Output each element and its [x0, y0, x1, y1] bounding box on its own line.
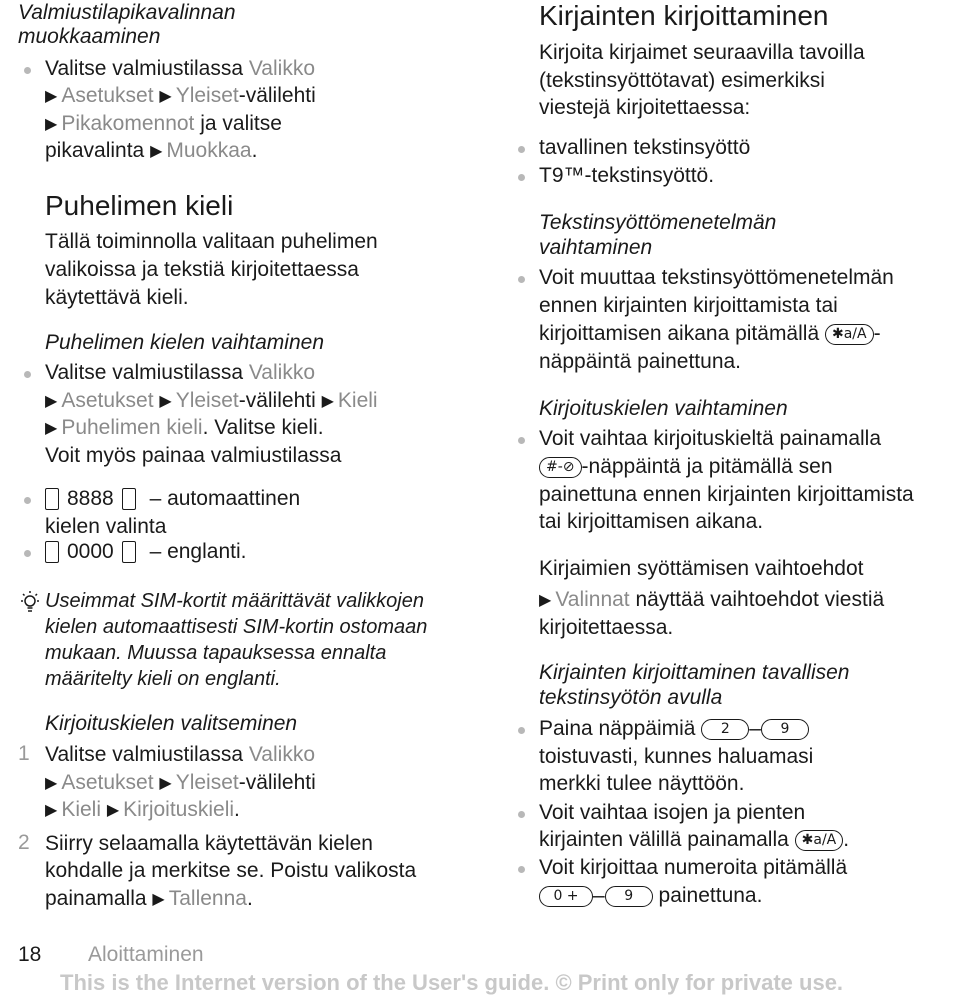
- lang-text-1: Tällä toiminnolla valitaan puhelimen: [45, 230, 378, 253]
- n1-line-3: merkki tulee näyttöön.: [539, 772, 745, 795]
- ci-line-1: Voit muuttaa tekstinsyöttömenetelmän: [539, 266, 894, 289]
- speeddial-line-3: ▶ Pikakomennot ja valitse: [45, 112, 282, 135]
- key-0-icon: 0 +: [539, 886, 593, 907]
- bullet-icon: [24, 67, 31, 74]
- bullet-icon: [24, 497, 31, 504]
- section-name: Aloittaminen: [88, 943, 204, 966]
- code-8888-line-2: kielen valinta: [45, 515, 167, 538]
- bullet-icon: [518, 146, 525, 153]
- cl-line-4: Voit myös painaa valmiustilassa: [45, 444, 342, 467]
- write-text-3: viestejä kirjoitettaessa:: [539, 96, 751, 119]
- key-2-icon: 2: [701, 719, 749, 740]
- speeddial-line-1: Valitse valmiustilassa Valikko: [45, 57, 315, 80]
- internet-version-notice: This is the Internet version of the User's guide. © Print only for private use.: [60, 970, 844, 995]
- lang-text-2: valikoissa ja tekstiä kirjoitettaessa: [45, 258, 359, 281]
- method-t9: T9™-tekstinsyöttö.: [539, 164, 715, 187]
- change-input-heading-2: vaihtaminen: [539, 236, 653, 259]
- write-text-2: (tekstinsyöttötavat) esimerkiksi: [539, 69, 825, 92]
- n2-line-1: Voit vaihtaa isojen ja pienten: [539, 801, 806, 824]
- cl-line-2: ▶ Asetukset ▶ Yleiset-välilehti ▶ Kieli: [45, 389, 378, 412]
- normal-input-heading-2: tekstinsyötön avulla: [539, 686, 723, 709]
- right-softkey-icon: [122, 488, 136, 510]
- wl-line-2: #-⊘ -näppäintä ja pitämällä sen: [539, 454, 833, 480]
- tip-line-2: kielen automaattisesti SIM-kortin ostomaan: [45, 616, 428, 638]
- right-softkey-icon: [122, 541, 136, 563]
- tip-line-4: määritelty kieli on englanti.: [45, 668, 281, 690]
- n1-line-2: toistuvasti, kunnes haluamasi: [539, 745, 814, 768]
- op-line-2: kirjoitettaessa.: [539, 616, 674, 639]
- change-input-heading-1: Tekstinsyöttömenetelmän: [539, 211, 777, 234]
- n3-line-1: Voit kirjoittaa numeroita pitämällä: [539, 856, 848, 879]
- tip-line-1: Useimmat SIM-kortit määrittävät valikkojen: [45, 590, 424, 612]
- speeddial-line-2: ▶ Asetukset ▶ Yleiset-välilehti: [45, 84, 316, 107]
- speeddial-line-4: pikavalinta ▶ Muokkaa.: [45, 139, 258, 162]
- s1-line-1: Valitse valmiustilassa Valikko: [45, 743, 315, 766]
- ci-line-3: kirjoittamisen aikana pitämällä ✱a/A -: [539, 322, 881, 345]
- wl-line-3: painettuna ennen kirjainten kirjoittamista: [539, 483, 914, 506]
- writing-language-heading: Kirjoituskielen valitseminen: [45, 712, 298, 735]
- wl-line-1: Voit vaihtaa kirjoituskieltä painamalla: [539, 427, 882, 450]
- bullet-icon: [518, 437, 525, 444]
- bullet-icon: [24, 371, 31, 378]
- wl-line-4: tai kirjoittamisen aikana.: [539, 510, 764, 533]
- step-number: 1: [18, 742, 30, 765]
- n2-line-2: kirjainten välillä painamalla ✱a/A .: [539, 828, 850, 851]
- bullet-icon: [518, 727, 525, 734]
- star-key-icon: ✱a/A: [795, 830, 844, 851]
- ci-line-2: ennen kirjainten kirjoittamista tai: [539, 294, 838, 317]
- writing-language-change-heading: Kirjoituskielen vaihtaminen: [539, 397, 788, 420]
- key-9-icon: 9: [761, 719, 809, 740]
- speeddial-heading-1: Valmiustilapikavalinnan: [18, 1, 236, 24]
- n3-line-2: 0 + – 9 painettuna.: [539, 883, 762, 909]
- star-key-icon: ✱a/A: [825, 324, 874, 345]
- left-softkey-icon: [45, 541, 59, 563]
- op-line-1: ▶ Valinnat näyttää vaihtoehdot viestiä: [539, 588, 885, 611]
- bullet-icon: [518, 811, 525, 818]
- lang-text-3: käytettävä kieli.: [45, 286, 189, 309]
- bullet-icon: [24, 550, 31, 557]
- tip-line-3: mukaan. Muussa tapauksessa ennalta: [45, 642, 387, 664]
- code-0000-line: 0000 – englanti.: [45, 539, 246, 565]
- lightbulb-tip-icon: [18, 590, 42, 618]
- s2-line-2: kohdalle ja merkitse se. Poistu valikosta: [45, 859, 417, 882]
- method-normal: tavallinen tekstinsyöttö: [539, 136, 751, 159]
- s2-line-3: painamalla ▶ Tallenna.: [45, 887, 253, 910]
- normal-input-heading-1: Kirjainten kirjoittaminen tavallisen: [539, 661, 850, 684]
- step-number: 2: [18, 831, 30, 854]
- code-8888-line: 8888 – automaattinen: [45, 486, 300, 512]
- ci-line-4: näppäintä painettuna.: [539, 350, 742, 373]
- s1-line-3: ▶ Kieli ▶ Kirjoituskieli.: [45, 798, 240, 821]
- input-options-heading: Kirjaimien syöttämisen vaihtoehdot: [539, 557, 864, 580]
- s1-line-2: ▶ Asetukset ▶ Yleiset-välilehti: [45, 771, 316, 794]
- n1-line-1: Paina näppäimiä 2 – 9: [539, 716, 809, 742]
- write-text-1: Kirjoita kirjaimet seuraavilla tavoilla: [539, 41, 865, 64]
- cl-line-3: ▶ Puhelimen kieli. Valitse kieli.: [45, 416, 324, 439]
- bullet-icon: [518, 174, 525, 181]
- left-softkey-icon: [45, 488, 59, 510]
- s2-line-1: Siirry selaamalla käytettävän kielen: [45, 832, 373, 855]
- phone-language-heading: Puhelimen kieli: [45, 190, 234, 221]
- speeddial-heading-2: muokkaaminen: [18, 25, 161, 48]
- bullet-icon: [518, 866, 525, 873]
- cl-line-1: Valitse valmiustilassa Valikko: [45, 361, 315, 384]
- hash-key-icon: #-⊘: [539, 457, 582, 478]
- key-9-icon: 9: [605, 886, 653, 907]
- page-number: 18: [18, 943, 42, 966]
- writing-letters-heading: Kirjainten kirjoittaminen: [539, 0, 829, 31]
- bullet-icon: [518, 276, 525, 283]
- change-language-heading: Puhelimen kielen vaihtaminen: [45, 331, 324, 354]
